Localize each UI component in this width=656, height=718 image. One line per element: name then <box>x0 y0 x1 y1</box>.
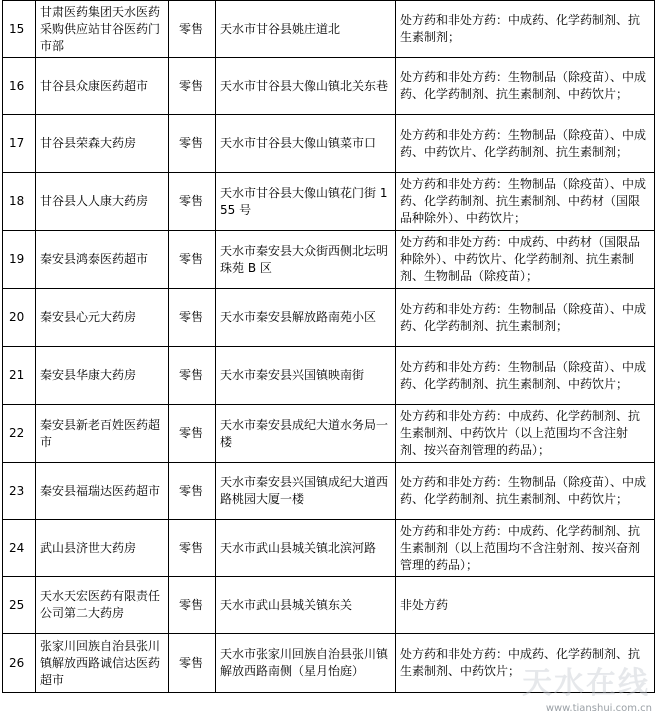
business-scope: 处方药和非处方药：中成药、中药材（国限品种除外）、中药饮片、化学药制剂、抗生素制剂、生物制品（除疫苗）； <box>396 231 655 289</box>
address: 天水市甘谷县大像山镇北关东巷 <box>216 58 396 115</box>
address: 天水市秦安县大众街西侧北坛明珠苑 B 区 <box>216 231 396 289</box>
row-number: 17 <box>3 115 36 173</box>
address: 天水市秦安县兴国镇映南街 <box>216 347 396 405</box>
business-scope: 处方药和非处方药：生物制品（除疫苗）、中成药、中药饮片、化学药制剂、抗生素制剂； <box>396 115 655 173</box>
address: 天水市秦安县兴国镇成纪大道西路桃园大厦一楼 <box>216 463 396 520</box>
row-number: 23 <box>3 463 36 520</box>
address: 天水市秦安县解放路南苑小区 <box>216 289 396 347</box>
business-scope: 处方药和非处方药：生物制品（除疫苗）、中成药、化学药制剂、抗生素制剂、中药饮片； <box>396 58 655 115</box>
business-type: 零售 <box>169 405 216 463</box>
row-number: 21 <box>3 347 36 405</box>
business-scope: 处方药和非处方药：生物制品（除疫苗）、中成药、化学药制剂、抗生素制剂、中药饮片； <box>396 463 655 520</box>
row-number: 15 <box>3 1 36 58</box>
table-row <box>3 405 655 463</box>
business-type: 零售 <box>169 58 216 115</box>
table-row <box>3 463 655 520</box>
business-type: 零售 <box>169 577 216 634</box>
pharmacy-name: 秦安县心元大药房 <box>36 289 169 347</box>
business-type: 零售 <box>169 634 216 693</box>
pharmacy-name: 天水天宏医药有限责任公司第二大药房 <box>36 577 169 634</box>
business-type: 零售 <box>169 520 216 577</box>
business-scope: 处方药和非处方药：中成药、化学药制剂、抗生素制剂（以上范围均不含注射剂、按兴奋剂管理的药品）； <box>396 520 655 577</box>
row-number: 25 <box>3 577 36 634</box>
table-row <box>3 520 655 577</box>
table-row <box>3 577 655 634</box>
watermark-logo: 天水在线 <box>522 666 650 701</box>
pharmacy-name: 甘谷县荣森大药房 <box>36 115 169 173</box>
row-number: 26 <box>3 634 36 693</box>
address: 天水市甘谷县大像山镇菜市口 <box>216 115 396 173</box>
business-type: 零售 <box>169 173 216 231</box>
business-type: 零售 <box>169 1 216 58</box>
pharmacy-name: 甘肃医药集团天水医药采购供应站甘谷医药门市部 <box>36 1 169 58</box>
pharmacy-name: 甘谷县人人康大药房 <box>36 173 169 231</box>
table-row <box>3 115 655 173</box>
business-type: 零售 <box>169 289 216 347</box>
pharmacy-name: 秦安县福瑞达医药超市 <box>36 463 169 520</box>
pharmacy-name: 秦安县鸿泰医药超市 <box>36 231 169 289</box>
row-number: 19 <box>3 231 36 289</box>
business-scope: 处方药和非处方药：生物制品（除疫苗）、中成药、化学药制剂、抗生素制剂、中药饮片； <box>396 347 655 405</box>
address: 天水市武山县城关镇东关 <box>216 577 396 634</box>
business-type: 零售 <box>169 115 216 173</box>
row-number: 16 <box>3 58 36 115</box>
table-row <box>3 289 655 347</box>
row-number: 24 <box>3 520 36 577</box>
business-scope: 处方药和非处方药：中成药、化学药制剂、抗生素制剂； <box>396 1 655 58</box>
table-row <box>3 173 655 231</box>
business-scope: 处方药和非处方药：生物制品（除疫苗）、中成药、化学药制剂、抗生素制剂、中药材（国限品种除外）、中药饮片； <box>396 173 655 231</box>
address: 天水市甘谷县姚庄道北 <box>216 1 396 58</box>
table-row <box>3 1 655 58</box>
pharmacy-name: 张家川回族自治县张川镇解放西路诚信达医药超市 <box>36 634 169 693</box>
business-type: 零售 <box>169 347 216 405</box>
table-row <box>3 347 655 405</box>
pharmacy-name: 武山县济世大药房 <box>36 520 169 577</box>
watermark-url: www.tianshui.com.cn <box>545 703 652 714</box>
pharmacy-name: 秦安县新老百姓医药超市 <box>36 405 169 463</box>
row-number: 22 <box>3 405 36 463</box>
business-scope: 处方药和非处方药：生物制品（除疫苗）、中成药、化学药制剂、抗生素制剂； <box>396 289 655 347</box>
table-row <box>3 58 655 115</box>
business-scope: 处方药和非处方药：中成药、化学药制剂、抗生素制剂、中药饮片（以上范围均不含注射剂、按兴奋剂管理的药品）； <box>396 405 655 463</box>
pharmacy-name: 甘谷县众康医药超市 <box>36 58 169 115</box>
business-scope: 非处方药 <box>396 577 655 634</box>
pharmacy-name: 秦安县华康大药房 <box>36 347 169 405</box>
address: 天水市武山县城关镇北滨河路 <box>216 520 396 577</box>
row-number: 18 <box>3 173 36 231</box>
business-type: 零售 <box>169 231 216 289</box>
pharmacy-table <box>2 0 655 693</box>
address: 天水市张家川回族自治县张川镇解放西路南侧（星月怡庭） <box>216 634 396 693</box>
row-number: 20 <box>3 289 36 347</box>
business-type: 零售 <box>169 463 216 520</box>
business-scope: 处方药和非处方药：中成药、化学药制剂、抗生素制剂、中药饮片； <box>396 634 655 693</box>
address: 天水市秦安县成纪大道水务局一楼 <box>216 405 396 463</box>
address: 天水市甘谷县大像山镇花门街 155 号 <box>216 173 396 231</box>
table-row <box>3 231 655 289</box>
